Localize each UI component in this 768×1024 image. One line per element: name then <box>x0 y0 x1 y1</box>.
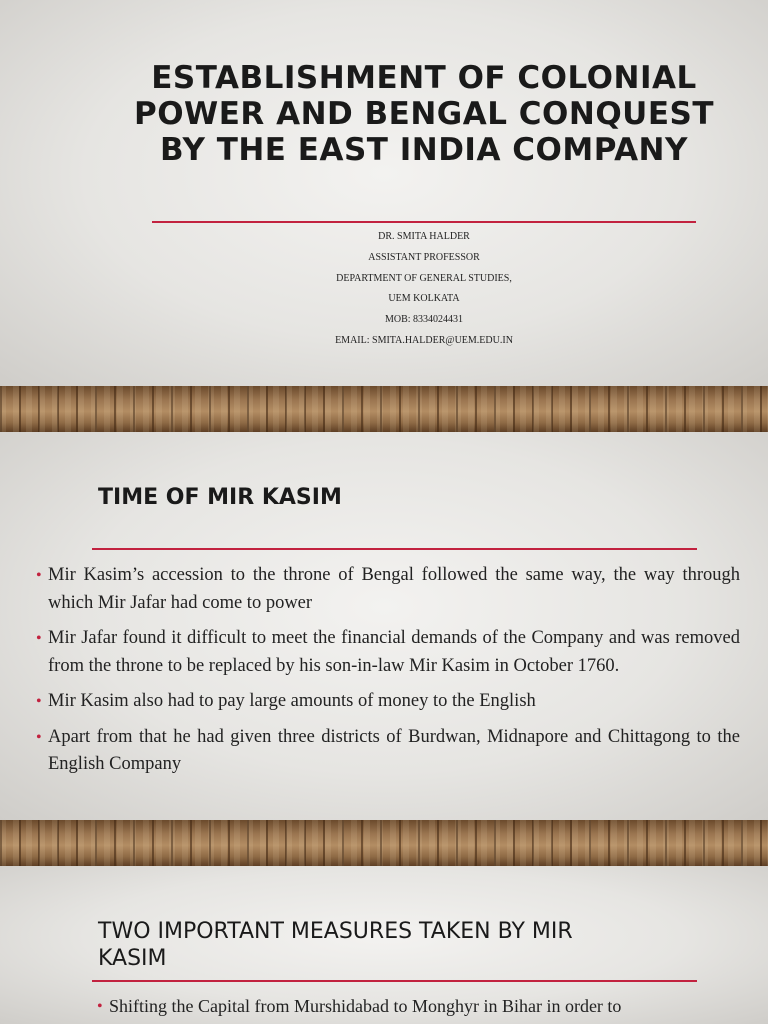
bullet-list <box>36 562 740 787</box>
bullet-item: • Mir Kasim’s accession to the throne of Bengal followed the same way, the way through which Mir Jafar had come to power <box>36 562 740 617</box>
heading-divider <box>92 548 697 550</box>
author-email: EMAIL: SMITA.HALDER@UEM.EDU.IN <box>335 334 513 346</box>
author-institution: UEM KOLKATA <box>388 293 460 305</box>
slide-1 <box>0 0 768 386</box>
bullet-item: • Shifting the Capital from Murshidabad to Monghyr in Bihar in order to <box>97 993 691 1021</box>
bullet-item: • Mir Jafar found it difficult to meet the financial demands of the Company and was removed from the throne to be replaced by his son-in-law Mir Kasim in October 1760. <box>36 625 740 680</box>
bullet-list <box>97 993 691 1024</box>
author-info <box>200 227 648 352</box>
wood-floor-divider <box>0 820 768 866</box>
heading-divider <box>92 980 697 982</box>
author-mobile: MOB: 8334024431 <box>384 314 464 326</box>
wood-floor-divider <box>0 386 768 432</box>
slide-3-heading: TWO IMPORTANT MEASURES TAKEN BY MIR KASIM <box>98 919 573 971</box>
author-name: DR. SMITA HALDER <box>378 231 470 242</box>
slide-3 <box>0 866 768 1024</box>
title-divider <box>152 221 696 223</box>
author-position: ASSISTANT PROFESSOR <box>368 251 480 263</box>
bullet-item: • Apart from that he had given three districts of Burdwan, Midnapore and Chittagong to the English Company <box>36 724 740 779</box>
author-department: DEPARTMENT OF GENERAL STUDIES, <box>336 272 512 284</box>
bullet-item: • Mir Kasim also had to pay large amounts of money to the English <box>36 688 740 716</box>
slide-1-title: ESTABLISHMENT OF COLONIAL POWER AND BENGAL CONQUEST BY THE EAST INDIA COMPANY <box>133 60 715 168</box>
slide-2 <box>0 432 768 820</box>
slide-2-heading: TIME OF MIR KASIM <box>98 485 342 510</box>
